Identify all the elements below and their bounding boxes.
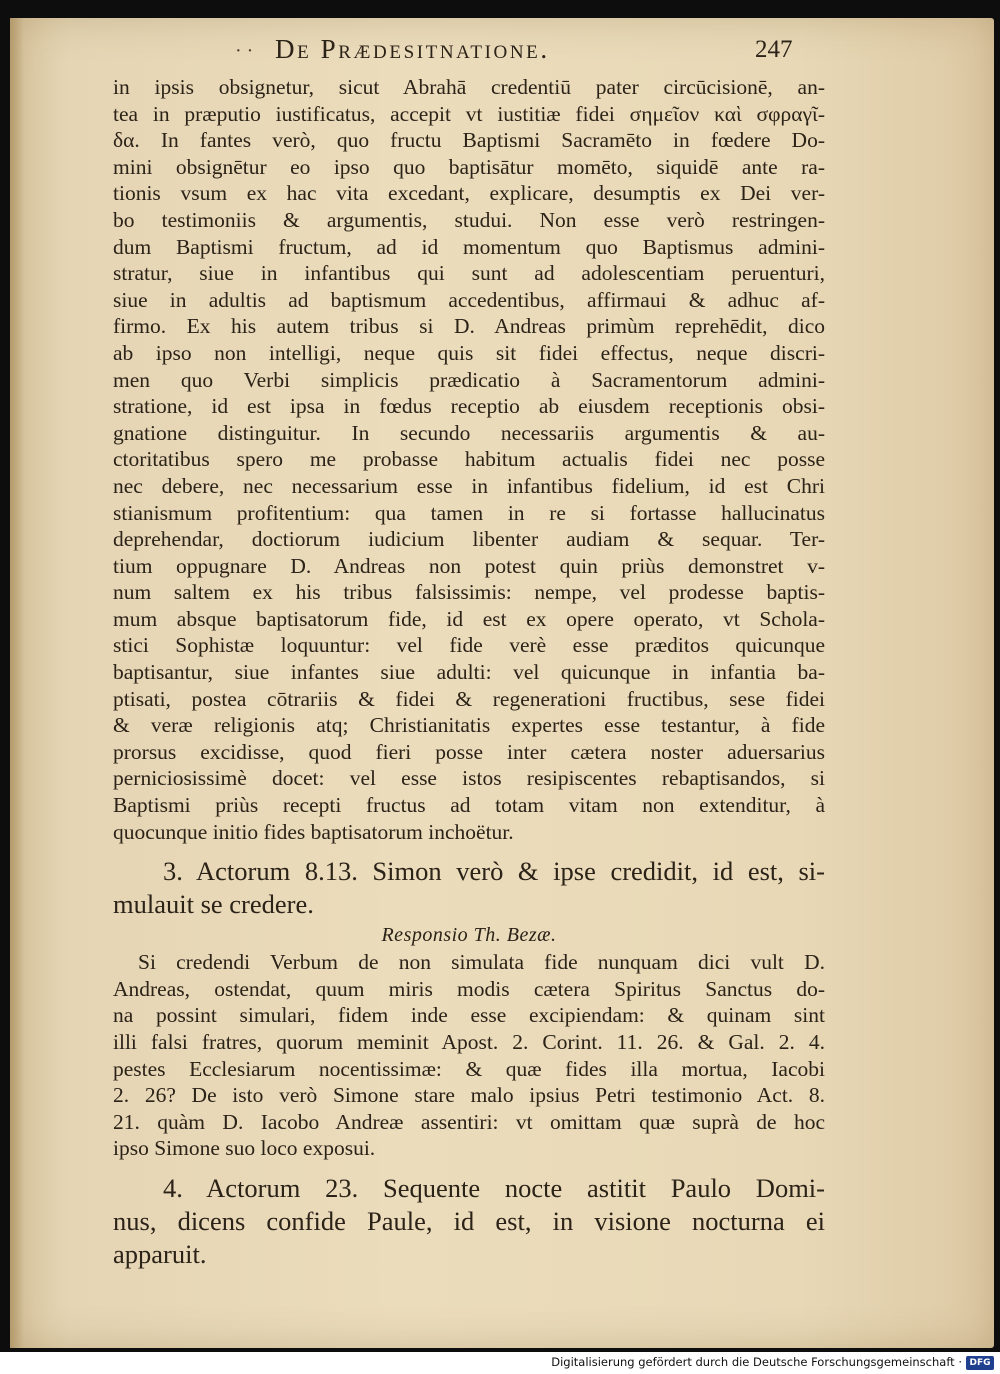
text-line: ctoritatibus spero me probasse habitum actualis fidei nec posse [113, 447, 825, 472]
text-line: na possint simulari, fidem inde esse excipiendam: & quinam sint [113, 1003, 825, 1028]
page-gutter [10, 18, 24, 1348]
response-heading: Responsio Th. Bezæ. [381, 924, 557, 947]
text-line: illi falsi fratres, quorum meminit Apost. 2. Corint. 11. 26. & Gal. 2. 4. [113, 1030, 825, 1054]
text-line: 21. quàm D. Iacobo Andreæ assentiri: vt omittam quæ suprà de hoc [113, 1109, 825, 1134]
text-line: Andreas, ostendat, quum miris modis cætera Spiritus Sanctus do- [113, 976, 825, 1001]
text-line: gnatione distinguitur. In secundo necessariis argumentis & au- [113, 420, 825, 445]
running-head-ornament: · · [235, 40, 254, 62]
text-line: stici Sophistæ loquuntur: vel fide verè esse præditos quicunque [113, 633, 825, 658]
text-line: baptisantur, siue infantes siue adulti: vel quicunque in infantia ba- [113, 660, 825, 685]
text-line: stratur, siue in infantibus qui sunt ad adolescentiam peruenturi, [113, 261, 825, 286]
text-line: 4. Actorum 23. Sequente nocte astitit Paulo Domi- [163, 1172, 825, 1203]
page-number: 247 [755, 36, 793, 63]
digitization-footer [0, 1352, 1000, 1374]
objection-4 [113, 1172, 825, 1271]
text-line: ptisati, postea cōtrariis & fidei & regenerationi fructibus, sese fidei [113, 686, 825, 711]
text-line: quocunque initio fides baptisatorum inchoëtur. [113, 819, 514, 844]
body-text [113, 74, 825, 1271]
running-head [10, 32, 994, 72]
text-line: nus, dicens confide Paule, id est, in visione nocturna ei [113, 1205, 825, 1236]
text-line: mini obsignētur eo ipso quo baptisātur momēto, siquidē ante ra- [113, 154, 825, 179]
text-line: δα. In fantes verò, quo fructu Baptismi Sacramēto in fœdere Do- [113, 128, 825, 153]
text-line: nec debere, nec necessarium esse in infantibus fidelium, id est Chri [113, 473, 825, 498]
text-line: 2. 26? De isto verò Simone stare malo ipsius Petri testimonio Act. 8. [113, 1083, 825, 1108]
text-line: stianismum profitentium: qua tamen in re si fortasse hallucinatus [113, 500, 825, 525]
text-line: deprehendar, doctiorum iudicium libenter audiam & sequar. Ter- [113, 527, 825, 552]
running-head-title: De Prædesitnatione. [275, 34, 550, 64]
text-line: ipso Simone suo loco exposui. [113, 1136, 376, 1161]
text-line: prorsus excidisse, quod fieri posse inter cætera noster aduersarius [113, 739, 825, 764]
text-line: bo testimoniis & argumentis, studui. Non esse verò restringen- [113, 207, 825, 232]
text-line: & veræ religionis atq; Christianitatis expertes esse testantur, à fide [113, 713, 825, 738]
text-line: 3. Actorum 8.13. Simon verò & ipse credidit, id est, si- [163, 856, 825, 887]
paragraph-1 [113, 74, 825, 845]
dfg-logo-icon: DFG [966, 1356, 994, 1370]
text-line: mum absque baptisatorum fide, id est ex opere operato, vt Schola- [113, 606, 825, 631]
text-line: mulauit se credere. [113, 889, 314, 920]
text-line: num saltem ex his tribus falsissimis: nempe, vel prodesse baptis- [113, 580, 825, 605]
text-line: in ipsis obsignetur, sicut Abrahā credentiū pater circūcisionē, an- [113, 75, 825, 99]
spacer [113, 845, 825, 855]
text-line: tea in præputio iustificatus, accepit vt iustitiæ fidei σημεῖον καὶ σφραγῖ- [113, 101, 825, 126]
text-line: stratione, id est ipsa in fœdus receptio ab eiusdem receptionis obsi- [113, 394, 825, 419]
text-line: dum Baptismi fructum, ad id momentum quo Baptismus admini- [113, 234, 825, 259]
objection-3 [113, 855, 825, 921]
text-line: men quo Verbi simplicis prædicatio à Sacramentorum admini- [113, 367, 825, 392]
text-line: tionis vsum ex hac vita excedant, explicare, desumptis ex Dei ver- [113, 181, 825, 206]
footer-credit: Digitalisierung gefördert durch die Deutsche Forschungsgemeinschaft · [551, 1355, 962, 1369]
text-line: apparuit. [113, 1238, 207, 1269]
response-paragraph [113, 949, 825, 1162]
text-line: pestes Ecclesiarum nocentissimæ: & quæ fides illa mortua, Iacobi [113, 1056, 825, 1081]
text-line: Baptismi priùs recepti fructus ad totam vitam non extenditur, à [113, 793, 825, 818]
text-line: siue in adultis ad baptismum accedentibus, affirmaui & adhuc af- [113, 287, 825, 312]
text-line: ab ipso non intelligi, neque quis sit fidei effectus, neque discri- [113, 340, 825, 365]
spacer [113, 1162, 825, 1172]
book-page [10, 18, 994, 1348]
text-line: perniciosissimè docet: vel esse istos resipiscentes rebaptisandos, si [113, 766, 825, 791]
text-line: tium oppugnare D. Andreas non potest quin priùs demonstret v- [113, 553, 825, 578]
text-line: firmo. Ex his autem tribus si D. Andreas primùm reprehēdit, dico [113, 314, 825, 339]
text-line: Si credendi Verbum de non simulata fide nunquam dici vult D. [138, 950, 825, 975]
